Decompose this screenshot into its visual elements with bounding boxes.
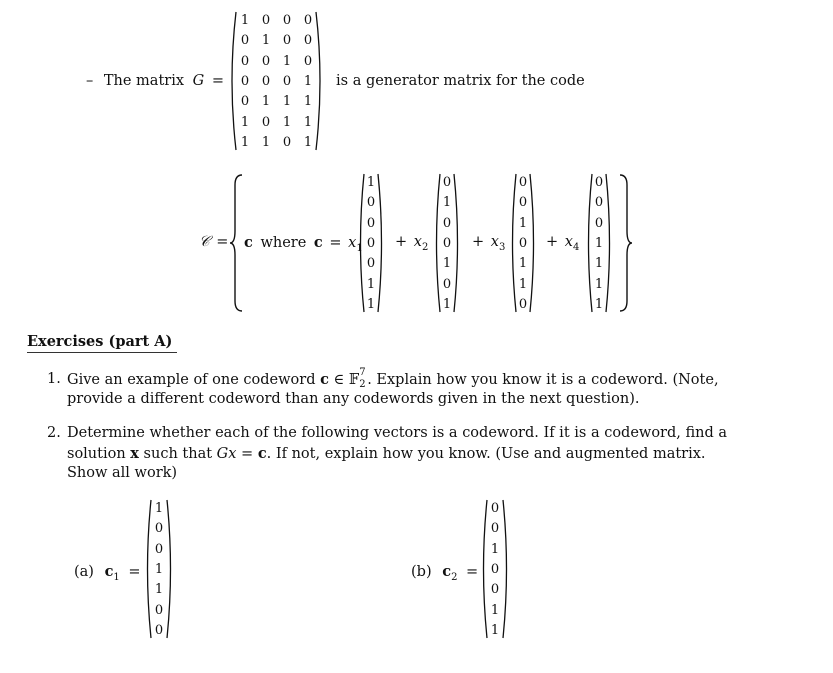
q1-in-field: ∈ 𝔽 <box>328 372 360 388</box>
vector-c2 <box>480 498 510 640</box>
term-x2 <box>395 234 428 253</box>
right-paren <box>453 172 461 314</box>
var-x1: x <box>348 235 357 251</box>
basis-vector-entry: 0 <box>442 215 452 231</box>
basis-vector-entry: 1 <box>518 215 528 231</box>
q1-text-b: . Explain how you know it is a codeword. (Note, <box>367 372 719 388</box>
matrix-entry: 1 <box>261 94 271 110</box>
matrix-entry: 0 <box>303 13 313 28</box>
c2-entry: 0 <box>490 521 500 537</box>
matrix-entry: 1 <box>240 13 250 28</box>
basis-vector-entry: 0 <box>518 296 528 312</box>
q2-text-b: such that <box>138 446 217 462</box>
basis-vector-entry: 0 <box>366 215 376 231</box>
code-condition <box>244 234 363 254</box>
basis-vector-entry: 1 <box>518 276 528 292</box>
right-paren <box>605 172 613 314</box>
basis-vector-entry: 1 <box>442 195 452 211</box>
matrix-entry: 0 <box>261 53 271 69</box>
where-text: where <box>260 235 307 251</box>
matrix-entry: 0 <box>240 94 250 110</box>
term-x3 <box>472 234 505 253</box>
basis-vector-3 <box>509 172 537 314</box>
intro-line <box>86 73 224 89</box>
code-def-lhs <box>199 234 228 250</box>
q2-line2 <box>67 445 706 462</box>
matrix-entry: 0 <box>282 134 292 150</box>
matrix-entry: 1 <box>303 114 313 130</box>
matrix-entry: 0 <box>282 13 292 28</box>
matrix-entry: 1 <box>261 134 271 150</box>
var-x4: x <box>564 234 573 250</box>
matrix-entry: 1 <box>282 94 292 110</box>
vector-c1 <box>144 498 174 640</box>
matrix-entry: 1 <box>303 134 313 150</box>
part-b-tag: (b) <box>411 564 432 580</box>
basis-vector-entry: 1 <box>518 256 528 272</box>
matrix-entry: 1 <box>303 73 313 89</box>
basis-vector-entry: 0 <box>366 195 376 211</box>
c2-entry: 1 <box>490 602 500 618</box>
basis-vector-entry: 1 <box>366 175 376 190</box>
symbol-G: G <box>192 73 205 89</box>
q1-field-sub: 2 <box>359 379 366 390</box>
c2-entry: 1 <box>490 541 500 557</box>
c1-entry: 1 <box>154 582 164 598</box>
var-x2: x <box>413 234 422 250</box>
q1-field-sup: 7 <box>359 367 366 378</box>
q2-text-d: . If not, explain how you know. (Use and augmented matrix. <box>266 446 706 462</box>
part-b-eq: = <box>466 564 479 580</box>
equals-2: = <box>329 235 342 251</box>
matrix-entry: 1 <box>240 134 250 150</box>
c1-entry: 0 <box>154 602 164 618</box>
matrix-entry: 0 <box>240 73 250 89</box>
c2-entry: 0 <box>490 582 500 598</box>
part-a-sub: 1 <box>113 571 120 583</box>
matrix-entry: 0 <box>261 114 271 130</box>
c2-entry: 0 <box>490 561 500 577</box>
matrix-entry: 1 <box>261 33 271 49</box>
basis-vector-entry: 0 <box>366 256 376 272</box>
plus-4: + <box>546 234 559 250</box>
term-x4 <box>546 234 579 253</box>
basis-vector-entry: 1 <box>594 235 604 251</box>
plus-3: + <box>472 234 485 250</box>
basis-vector-1 <box>357 172 385 314</box>
basis-vector-entry: 1 <box>594 296 604 312</box>
matrix-entry: 1 <box>303 94 313 110</box>
vector-c: c <box>244 234 253 251</box>
basis-vector-entry: 1 <box>442 296 452 312</box>
matrix-entry: 0 <box>282 73 292 89</box>
basis-vector-entry: 0 <box>518 235 528 251</box>
right-paren <box>377 172 385 314</box>
intro-tail: is a generator matrix for the code <box>336 73 585 89</box>
right-paren <box>502 498 510 640</box>
c2-entry: 1 <box>490 622 500 638</box>
var-x1-sub: 1 <box>356 242 363 254</box>
q2-line1: Determine whether each of the following vectors is a codeword. If it is a codeword, find a <box>67 425 728 441</box>
c2-entry: 0 <box>490 501 500 516</box>
matrix-entry: 1 <box>240 114 250 130</box>
right-brace <box>618 173 632 313</box>
code-equals: = <box>216 234 229 250</box>
part-b-label <box>411 563 478 583</box>
left-paren <box>228 10 238 152</box>
right-paren <box>529 172 537 314</box>
matrix-entry: 0 <box>303 33 313 49</box>
part-b-c: c <box>442 563 452 580</box>
left-paren <box>480 498 488 640</box>
c1-entry: 0 <box>154 541 164 557</box>
q2-text-c: = <box>236 446 258 462</box>
var-x3-sub: 3 <box>498 241 506 253</box>
q2-c: c <box>257 445 267 462</box>
basis-vector-entry: 0 <box>594 215 604 231</box>
matrix-entry: 0 <box>240 53 250 69</box>
q2-x: x <box>130 445 139 462</box>
basis-vector-entry: 0 <box>366 235 376 251</box>
basis-vector-entry: 0 <box>442 235 452 251</box>
matrix-entry: 0 <box>282 33 292 49</box>
bullet-dash: – <box>86 73 94 89</box>
basis-vector-entry: 0 <box>594 195 604 211</box>
c1-entry: 0 <box>154 622 164 638</box>
q2-Gx: Gx <box>216 446 237 462</box>
basis-vector-entry: 0 <box>442 276 452 292</box>
right-paren <box>314 10 324 152</box>
vector-c-2: c <box>313 234 323 251</box>
basis-vector-entry: 1 <box>366 296 376 312</box>
basis-vector-entry: 0 <box>442 175 452 190</box>
basis-vector-2 <box>433 172 461 314</box>
intro-lead: The matrix <box>103 73 185 89</box>
q1-c: c <box>320 371 329 388</box>
basis-vector-entry: 0 <box>518 195 528 211</box>
symbol-C: 𝒞 <box>199 234 210 250</box>
part-a-tag: (a) <box>74 564 94 580</box>
equals-sign: = <box>211 73 224 89</box>
matrix-entry: 0 <box>261 73 271 89</box>
basis-vector-4 <box>585 172 613 314</box>
left-brace <box>230 173 244 313</box>
c1-entry: 1 <box>154 561 164 577</box>
c1-entry: 1 <box>154 501 164 516</box>
var-x2-sub: 2 <box>421 241 429 253</box>
basis-vector-entry: 0 <box>518 175 528 190</box>
heading-underline <box>27 352 177 353</box>
q1-number: 1. <box>47 371 61 387</box>
matrix-entry: 0 <box>303 53 313 69</box>
matrix-entry: 1 <box>282 114 292 130</box>
right-paren <box>166 498 174 640</box>
plus-2: + <box>395 234 408 250</box>
basis-vector-entry: 1 <box>594 276 604 292</box>
q2-line3: Show all work) <box>67 465 178 481</box>
basis-vector-entry: 1 <box>442 256 452 272</box>
q1-line2: provide a different codeword than any codewords given in the next question). <box>67 391 640 407</box>
part-a-label <box>74 563 141 583</box>
var-x4-sub: 4 <box>572 241 580 253</box>
part-b-sub: 2 <box>451 571 458 583</box>
generator-matrix <box>228 10 324 152</box>
left-paren <box>144 498 152 640</box>
basis-vector-entry: 1 <box>366 276 376 292</box>
q1-text-a: Give an example of one codeword <box>67 372 321 388</box>
basis-vector-entry: 0 <box>594 175 604 190</box>
matrix-entry: 0 <box>261 13 271 28</box>
q1-line1 <box>67 367 719 390</box>
c1-entry: 0 <box>154 521 164 537</box>
var-x3: x <box>490 234 499 250</box>
matrix-entry: 1 <box>282 53 292 69</box>
basis-vector-entry: 1 <box>594 256 604 272</box>
q2-number: 2. <box>47 425 61 441</box>
matrix-entry: 0 <box>240 33 250 49</box>
exercises-heading: Exercises (part A) <box>27 333 173 350</box>
part-a-c: c <box>104 563 114 580</box>
q2-text-a: solution <box>67 446 131 462</box>
part-a-eq: = <box>128 564 141 580</box>
